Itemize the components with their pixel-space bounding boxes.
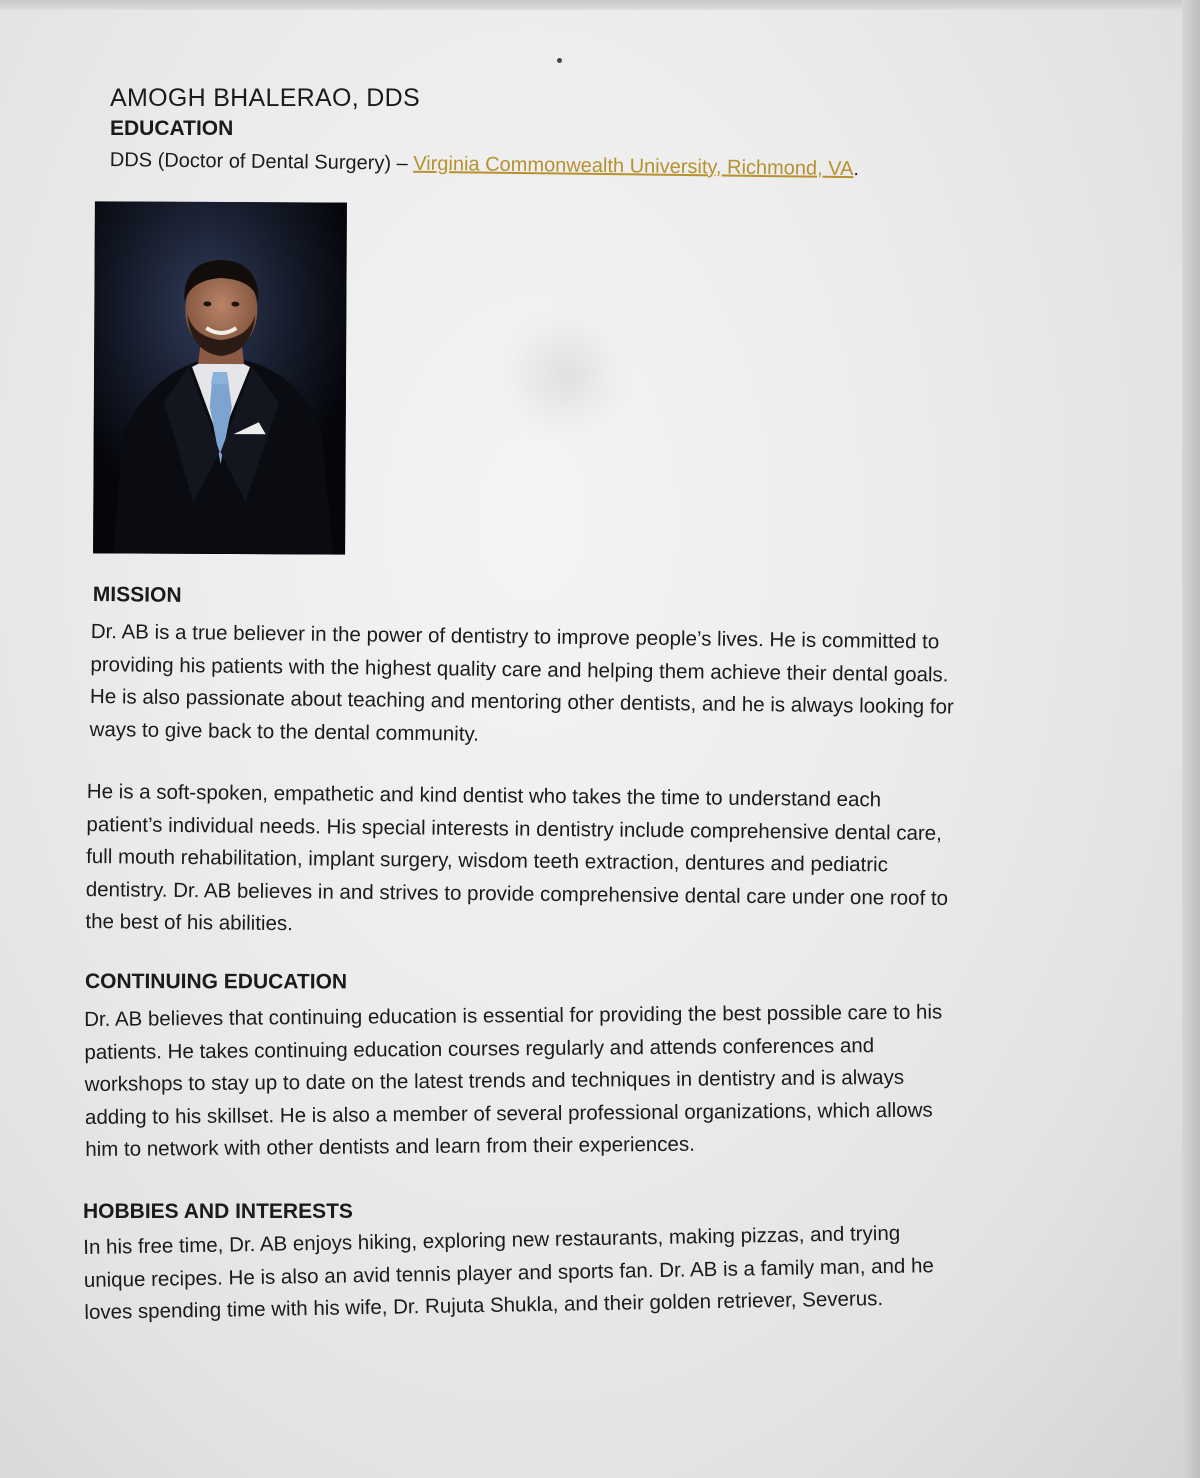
dust-speck [557,58,562,63]
mission-heading: MISSION [92,583,182,607]
frame-right-edge [1182,0,1200,1478]
continuing-education-paragraph: Dr. AB believes that continuing education is essential for providing the best possible care to his patients. He takes continuing education courses regularly and attends conferences and workshops to stay up to date on the latest trends and techniques in dentistry and is always adding to his skillset. He is also a member of several professional organizations, which allows him to network with other dentists and learn from their experiences. [84,1000,943,1161]
school-link[interactable]: Virginia Commonwealth University, Richmond, VA [413,152,854,181]
doctor-portrait [93,201,347,554]
education-heading: EDUCATION [110,117,234,140]
hobbies-paragraph: In his free time, Dr. AB enjoys hiking, exploring new restaurants, making pizzas, and trying unique recipes. He is also an avid tennis player and sports fan. Dr. AB is a family man, and he loves spending time with his wife, Dr. Rujuta Shukla, and their golden retriever, Severus. [83,1221,934,1324]
doctor-name: AMOGH BHALERAO, DDS [110,84,420,112]
continuing-education-heading: CONTINUING EDUCATION [84,970,348,994]
mission-paragraph-1: Dr. AB is a true believer in the power of dentistry to improve people’s lives. He is committed to providing his patients with the highest quality care and helping them achieve their dental goals. He is also passionate about teaching and mentoring other dentists, and he is always looking for ways to give back to the dental community. [89,619,954,746]
portrait-illustration [93,201,347,554]
glass-glare [500,310,630,440]
degree-line [110,149,859,181]
hobbies-heading: HOBBIES AND INTERESTS [83,1200,353,1223]
mission-paragraph-2: He is a soft-spoken, empathetic and kind dentist who takes the time to understand each patient’s individual needs. His special interests in dentistry include comprehensive dental care, full mouth rehabilitation, implant surgery, wisdom teeth extraction, dentures and pediatric dentistry. Dr. AB believes in and strives to provide comprehensive dental care under one roof to the best of his abilities. [85,779,949,936]
degree-text: DDS (Doctor of Dental Surgery) – [109,149,414,175]
frame-top-edge [0,0,1200,10]
degree-period: . [853,158,860,181]
